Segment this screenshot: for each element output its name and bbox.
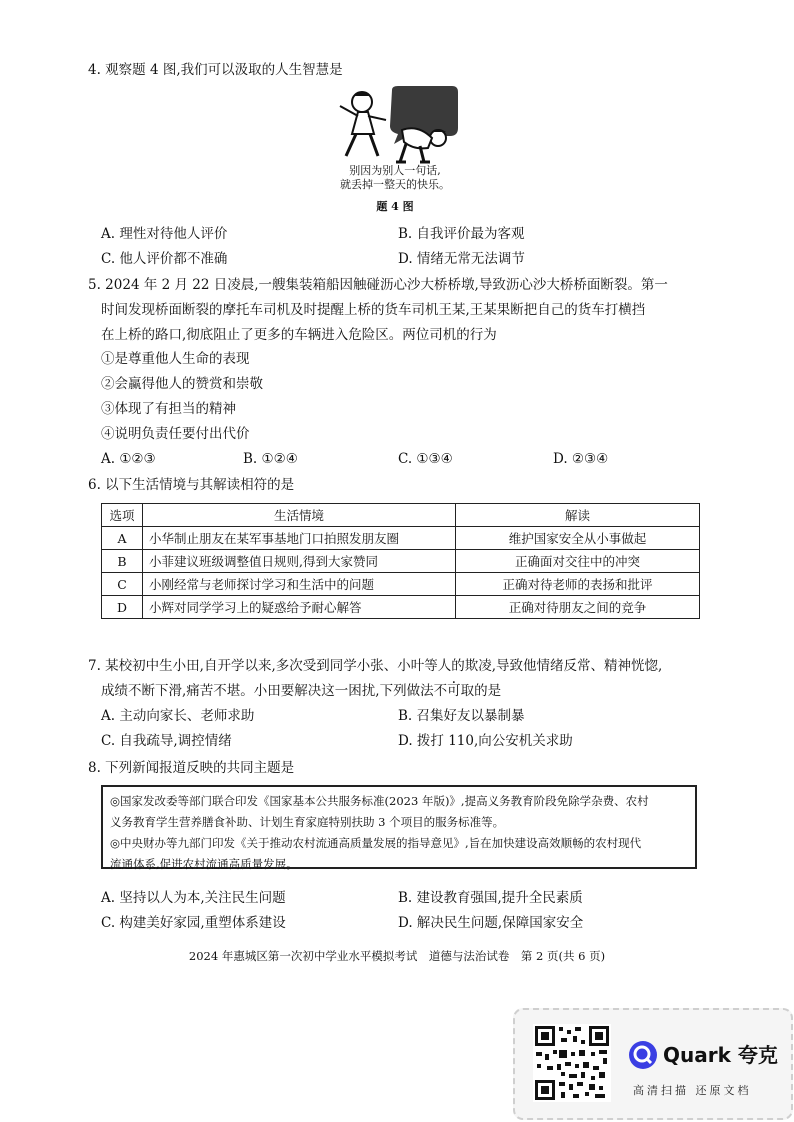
- q7-line2-pre: 成绩不断下滑,痛苦不堪。小田要解决这一困扰,下列做法: [101, 683, 434, 699]
- q8-news-line4: 流通体系,促进农村流通高质量发展。: [110, 857, 298, 871]
- table-row: [102, 573, 700, 596]
- header-option: 选项: [102, 504, 143, 527]
- header-interpretation: 解读: [456, 504, 700, 527]
- row-d-interpretation: 正确对待朋友之间的竞争: [456, 596, 700, 619]
- q7-stem-line2: [101, 682, 501, 700]
- row-b-situation: 小菲建议班级调整值日规则,得到大家赞同: [143, 550, 456, 573]
- q5-stem-line3: 在上桥的路口,彻底阻止了更多的车辆进入危险区。两位司机的行为: [101, 327, 497, 343]
- row-a-situation: 小华制止朋友在某军事基地门口拍照发朋友圈: [143, 527, 456, 550]
- q6-stem: 6. 以下生活情境与其解读相符的是: [88, 477, 295, 493]
- table-row: [102, 596, 700, 619]
- row-b-option: B: [102, 550, 143, 573]
- row-a-interpretation: 维护国家安全从小事做起: [456, 527, 700, 550]
- q5-option-d: D. ②③④: [553, 451, 609, 467]
- q5-item-3: ③体现了有担当的精神: [101, 401, 236, 417]
- q5-option-b: B. ①②④: [243, 451, 298, 467]
- quark-brand: Quark 夸克: [663, 1043, 778, 1067]
- q8-news-box: [101, 785, 697, 869]
- row-a-option: A: [102, 527, 143, 550]
- q8-stem: 8. 下列新闻报道反映的共同主题是: [88, 760, 295, 776]
- cartoon-figure-illustration: [328, 84, 462, 166]
- q7-line2-post: 的是: [474, 683, 502, 699]
- q7-option-c: C. 自我疏导,调控情绪: [101, 733, 232, 749]
- q5-item-4: ④说明负责任要付出代价: [101, 426, 250, 442]
- q7-option-a: A. 主动向家长、老师求助: [101, 708, 255, 724]
- q4-option-c: C. 他人评价都不准确: [101, 251, 228, 267]
- q7-option-b: B. 召集好友以暴制暴: [398, 708, 525, 724]
- q7-emphasis: 不可取: [433, 683, 475, 699]
- q8-option-b: B. 建设教育强国,提升全民素质: [398, 890, 583, 906]
- table-row: [102, 550, 700, 573]
- qr-code-icon: [533, 1024, 611, 1102]
- table-row: [102, 527, 700, 550]
- quark-logo-icon: [628, 1040, 658, 1070]
- row-c-interpretation: 正确对待老师的表扬和批评: [456, 573, 700, 596]
- q8-option-c: C. 构建美好家园,重塑体系建设: [101, 915, 286, 931]
- q5-option-c: C. ①③④: [398, 451, 453, 467]
- q7-option-d: D. 拨打 110,向公安机关求助: [398, 733, 573, 749]
- q4-stem: 4. 观察题 4 图,我们可以汲取的人生智慧是: [88, 62, 343, 78]
- q8-news-line1: ◎国家发改委等部门联合印发《国家基本公共服务标准(2023 年版)》,提高义务教育阶段免除学杂费、农村: [110, 794, 649, 808]
- row-c-situation: 小刚经常与老师探讨学习和生活中的问题: [143, 573, 456, 596]
- q5-stem-line2: 时间发现桥面断裂的摩托车司机及时提醒上桥的货车司机王某,王某果断把自己的货车打横挡: [101, 302, 646, 318]
- q4-figure-label: 题 4 图: [376, 200, 414, 213]
- page-footer: 2024 年惠城区第一次初中学业水平模拟考试 道德与法治试卷 第 2 页(共 6 页): [188, 949, 606, 963]
- q6-table: [101, 503, 700, 619]
- row-d-option: D: [102, 596, 143, 619]
- quark-subtitle: 高清扫描 还原文档: [633, 1084, 752, 1097]
- q5-option-a: A. ①②③: [101, 451, 156, 467]
- row-c-option: C: [102, 573, 143, 596]
- q4-caption-line1: 别因为别人一句话,: [349, 164, 441, 177]
- q4-option-a: A. 理性对待他人评价: [101, 226, 228, 242]
- q7-stem-line1: 7. 某校初中生小田,自开学以来,多次受到同学小张、小叶等人的欺凌,导致他情绪反常、精神恍惚,: [88, 658, 663, 674]
- q8-option-a: A. 坚持以人为本,关注民生问题: [101, 890, 286, 906]
- q8-option-d: D. 解决民生问题,保障国家安全: [398, 915, 584, 931]
- table-header-row: [102, 504, 700, 527]
- quark-scan-watermark: [513, 1008, 793, 1120]
- row-d-situation: 小辉对同学学习上的疑惑给予耐心解答: [143, 596, 456, 619]
- row-b-interpretation: 正确面对交往中的冲突: [456, 550, 700, 573]
- q8-news-line2: 义务教育学生营养膳食补助、计划生育家庭特别扶助 3 个项目的服务标准等。: [110, 815, 505, 829]
- q5-stem-line1: 5. 2024 年 2 月 22 日凌晨,一艘集装箱船因触碰沥心沙大桥桥墩,导致沥心沙大桥桥面断裂。第一: [88, 277, 668, 293]
- q5-item-2: ②会赢得他人的赞赏和崇敬: [101, 376, 263, 392]
- q4-option-b: B. 自我评价最为客观: [398, 226, 525, 242]
- q4-option-d: D. 情绪无常无法调节: [398, 251, 525, 267]
- header-situation: 生活情境: [143, 504, 456, 527]
- q4-caption-line2: 就丢掉一整天的快乐。: [340, 178, 450, 191]
- q8-news-line3: ◎中央财办等九部门印发《关于推动农村流通高质量发展的指导意见》,旨在加快建设高效顺畅的农村现代: [110, 836, 642, 850]
- q5-item-1: ①是尊重他人生命的表现: [101, 351, 250, 367]
